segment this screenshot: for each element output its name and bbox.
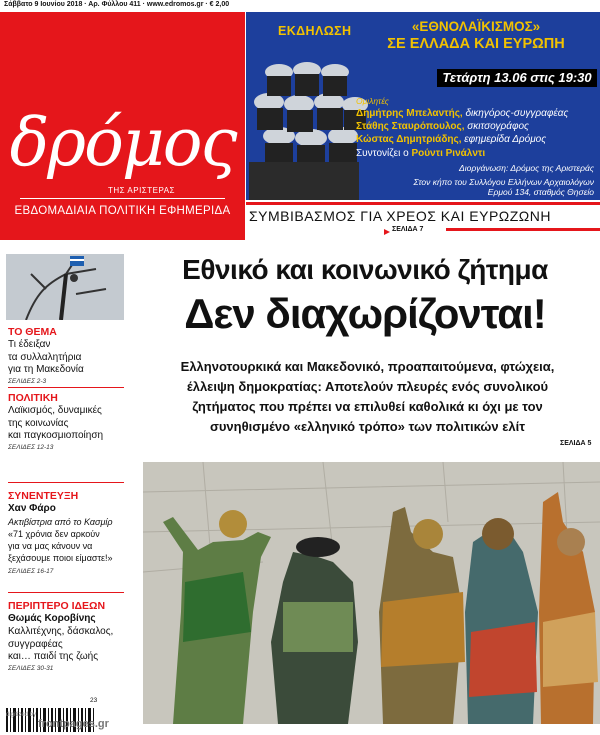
- sidebar-section-title: ΠΕΡΙΠΤΕΡΟ ΙΔΕΩΝ: [8, 600, 106, 612]
- teaser-headline: ΣΥΜΒΙΒΑΣΜΟΣ ΓΙΑ ΧΡΕΟΣ ΚΑΙ ΕΥΡΩΖΩΝΗ: [249, 208, 551, 224]
- speaker-3: Κώστας Δημητριάδης, εφημερίδα Δρόμος: [356, 134, 547, 145]
- issue-info-line: Σάββατο 9 Ιουνίου 2018 · Αρ. Φύλλου 411 · www.edromos.gr · € 2,00: [4, 1, 230, 8]
- sidebar-item-text: Καλλιτέχνης, δάσκαλος, συγγραφέας και… παιδί της ζωής: [8, 626, 114, 662]
- sidebar-section-title: ΤΟ ΘΕΜΑ: [8, 326, 57, 338]
- event-label: ΕΚΔΗΛΩΣΗ: [278, 24, 352, 38]
- masthead-divider: [20, 198, 225, 199]
- sidebar-divider: [8, 387, 124, 388]
- event-title-line2: ΣΕ ΕΛΛΑΔΑ ΚΑΙ ΕΥΡΩΠΗ: [387, 36, 565, 52]
- headline-line2: Δεν διαχωρίζονται!: [184, 290, 546, 337]
- watermark: frontpages.gr: [38, 718, 109, 730]
- issue-number: 23: [90, 697, 98, 704]
- cover-artwork: [143, 462, 600, 724]
- sidebar-interviewee: Χαν Φάρο: [8, 503, 56, 514]
- sidebar-page: ΣΕΛΙΔΕΣ 12-13: [8, 444, 54, 451]
- digitized-label: digitized by: [6, 712, 37, 718]
- teaser-top-bar: [246, 202, 600, 205]
- headline-line1: Εθνικό και κοινωνικό ζήτημα: [182, 254, 548, 285]
- event-place: Στον κήπο του Συλλόγου Ελλήνων Αρχαιολόγων Ερμού 134, σταθμός Θησείο: [413, 177, 594, 197]
- sidebar-divider: [8, 592, 124, 593]
- event-title-line1: «ΕΘΝΟΛΑΪΚΙΣΜΟΣ»: [411, 19, 541, 34]
- speakers-label: Ομιλητές: [356, 96, 389, 106]
- sidebar-section-title: ΠΟΛΙΤΙΚΗ: [8, 392, 58, 404]
- lead-paragraph: Ελληνοτουρκικά και Μακεδονικό, προαπαιτούμενα, φτώχεια, έλλειψη δημοκρατίας: Αποτελούν πλευρές ενός συνολικού ζητήματος που πρέπει να επιλυθεί καθολικά κι όχι με τον συνηθισμένο «ελληνικό τρόπο» των πολιτικών ελίτ: [180, 359, 555, 434]
- sidebar-item-text: Τι έδειξαν τα συλλαλητήρια για τη Μακεδονία: [8, 339, 84, 375]
- sidebar-page: ΣΕΛΙΔΕΣ 16-17: [8, 568, 54, 575]
- sidebar-page: ΣΕΛΙΔΕΣ 30-31: [8, 665, 54, 672]
- teaser-bottom-bar: [446, 228, 600, 231]
- sidebar-section-title: ΣΥΝΕΝΤΕΥΞΗ: [8, 490, 79, 502]
- sidebar-page: ΣΕΛΙΔΕΣ 2-3: [8, 378, 47, 385]
- sidebar-item-text: Ακτιβίστρια από το Κασμίρ «71 χρόνια δεν αρκούν για να μας κάνουν να ξεχάσουμε ποιοι είμαστε!»: [8, 517, 113, 563]
- event-date: Τετάρτη 13.06 στις 19:30: [437, 69, 597, 87]
- speaker-2: Στάθης Σταυρόπουλος, σκιτσογράφος: [356, 121, 529, 132]
- newspaper-logo: δρόμος: [9, 104, 236, 181]
- event-organizer: Διοργάνωση: Δρόμος της Αριστεράς: [459, 163, 594, 173]
- sidebar-divider: [8, 482, 124, 483]
- sidebar-person: Θωμάς Κοροβίνης: [8, 613, 96, 624]
- sidebar-photo: [6, 254, 124, 320]
- sidebar-item-text: Λαϊκισμός, δυναμικές της κοινωνίας και παγκοσμιοποίηση: [8, 405, 104, 441]
- masthead-tagline: ΕΒΔΟΜΑΔΙΑΙΑ ΠΟΛΙΤΙΚΗ ΕΦΗΜΕΡΙΔΑ: [14, 205, 231, 217]
- arrow-right-icon: [384, 229, 390, 235]
- logo-subtitle: ΤΗΣ ΑΡΙΣΤΕΡΑΣ: [108, 186, 175, 195]
- speaker-1: Δημήτρης Μπελαντής, δικηγόρος-συγγραφέας: [356, 108, 569, 119]
- teaser-page: ΣΕΛΙΔΑ 7: [392, 226, 424, 233]
- event-coordinator: Συντονίζει ο Ρούντι Ρινάλντι: [356, 148, 486, 159]
- lead-page: ΣΕΛΙΔΑ 5: [560, 440, 592, 447]
